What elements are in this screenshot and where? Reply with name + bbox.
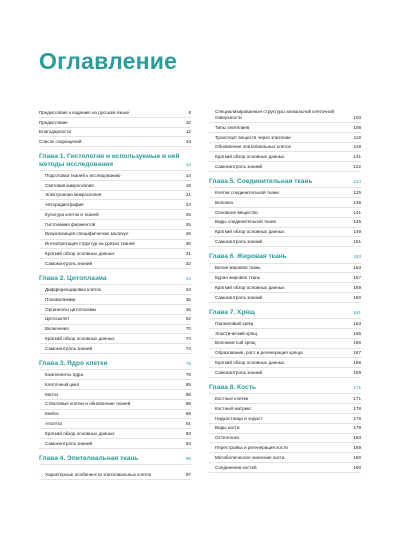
toc-entry-title: Самоконтроль знаний — [45, 260, 93, 266]
toc-entry-page: 25 — [185, 221, 191, 227]
toc-right-column — [209, 108, 361, 473]
chapter-page: 96 — [185, 455, 191, 461]
toc-entry — [39, 118, 191, 128]
toc-entry-page: 46 — [185, 306, 191, 312]
toc-entry-title: Включения — [45, 326, 69, 332]
toc-entry — [39, 390, 191, 400]
chapter-title: Глава 7. Хрящ — [209, 308, 255, 316]
chapter-title: Глава 3. Ядро клетки — [39, 359, 108, 367]
toc-entry-page: 153 — [353, 265, 361, 271]
toc-entry-title: Предисловие — [39, 119, 68, 125]
toc-entry-title: Митоз — [45, 391, 59, 397]
chapter-page: 124 — [353, 178, 361, 184]
toc-entry-page: 76 — [185, 372, 191, 378]
toc-entry-page: 32 — [185, 260, 191, 266]
toc-entry — [39, 334, 191, 344]
chapter-page: 76 — [185, 360, 191, 366]
toc-entry-page: 121 — [353, 154, 361, 160]
toc-entry — [209, 162, 361, 172]
chapter-heading — [39, 455, 191, 465]
toc-entry-page: 141 — [353, 209, 361, 215]
toc-entry-page: 122 — [353, 163, 361, 169]
toc-entry-title: Краткий обзор основных данных — [45, 251, 115, 257]
toc-entry-title: Типы эпителиев — [215, 124, 250, 130]
toc-entry-page: 125 — [353, 190, 361, 196]
toc-entry-page: 119 — [353, 144, 361, 150]
toc-entry-title: Визуализация специфических молекул — [45, 231, 129, 237]
toc-entry-page: 168 — [353, 360, 361, 366]
toc-entry-title: Цитоскелет — [45, 316, 70, 322]
chapter-title: Глава 2. Цитоплазма — [39, 274, 107, 282]
toc-entry-page: 86 — [185, 391, 191, 397]
toc-entry-page: 26 — [185, 231, 191, 237]
toc-entry — [209, 283, 361, 293]
toc-entry-title: Краткий обзор основных данных — [215, 229, 285, 235]
toc-entry — [209, 198, 361, 208]
toc-entry-title: Виды кости — [215, 425, 240, 431]
chapter-heading — [209, 253, 361, 263]
toc-entry-title: Самоконтроль знаний — [45, 440, 93, 446]
toc-entry-page: 178 — [353, 415, 361, 421]
toc-entry — [209, 228, 361, 238]
toc-entry-title: Соединения костей — [215, 464, 257, 470]
toc-entry — [39, 295, 191, 305]
toc-entry — [209, 237, 361, 247]
toc-entry-page: 171 — [353, 396, 361, 402]
toc-entry-page: 24 — [185, 202, 191, 208]
toc-entry — [209, 358, 361, 368]
toc-entry — [209, 443, 361, 453]
toc-entry-page: 151 — [353, 239, 361, 245]
toc-entry-title: Клетки соединительной ткани — [215, 190, 279, 196]
toc-entry-title: Основное вещество — [215, 209, 258, 215]
toc-entry — [209, 273, 361, 283]
toc-entry-page: 13 — [185, 139, 191, 145]
toc-entry — [39, 259, 191, 269]
toc-entry-page: 30 — [185, 241, 191, 247]
toc-entry-title: Бурая жировая ткань — [215, 275, 261, 281]
toc-entry-title: Дифференцировка клеток — [45, 287, 101, 293]
toc-entry — [209, 394, 361, 404]
chapter-heading — [39, 360, 191, 370]
chapter-page: 153 — [353, 254, 361, 260]
toc-entry — [209, 152, 361, 162]
toc-left-column — [39, 108, 191, 480]
toc-entry-page: 163 — [353, 320, 361, 326]
toc-entry-title: Виды соединительной ткани — [215, 219, 276, 225]
chapter-heading — [209, 384, 361, 394]
toc-entry-title: Авторадиография — [45, 202, 84, 208]
toc-entry-title: Самоконтроль знаний — [215, 163, 263, 169]
toc-entry-page: 160 — [353, 294, 361, 300]
toc-entry — [209, 414, 361, 424]
toc-entry — [39, 220, 191, 230]
toc-entry-title: Метаболическое значение кости — [215, 454, 285, 460]
toc-entry-page: 91 — [185, 421, 191, 427]
toc-entry — [209, 349, 361, 359]
toc-entry — [209, 143, 361, 153]
toc-entry — [209, 339, 361, 349]
toc-entry-page: 135 — [353, 199, 361, 205]
toc-entry-title: Список сокращений — [39, 139, 82, 145]
toc-entry — [209, 404, 361, 414]
toc-entry-page: 190 — [353, 464, 361, 470]
chapter-heading — [39, 275, 191, 285]
toc-entry-title: Краткий обзор основных данных — [45, 336, 115, 342]
toc-entry-page: 183 — [353, 435, 361, 441]
toc-entry-title: Самоконтроль знаний — [215, 369, 263, 375]
toc-entry — [39, 181, 191, 191]
chapter-title: Глава 8. Кость — [209, 383, 256, 391]
chapter-heading — [209, 178, 361, 188]
toc-entry-page: 35 — [185, 296, 191, 302]
toc-entry-title: Мейоз — [45, 411, 59, 417]
toc-entry — [209, 264, 361, 274]
chapter-title: Глава 4. Эпителиальная ткань — [39, 454, 139, 462]
toc-entry-page: 62 — [185, 316, 191, 322]
toc-entry-page: 149 — [353, 229, 361, 235]
toc-entry — [209, 108, 361, 123]
toc-entry-title: Самоконтроль знаний — [215, 294, 263, 300]
toc-entry — [39, 380, 191, 390]
toc-entry-page: 8 — [188, 109, 191, 115]
toc-entry-title: Стволовые клетки и обновление тканей — [45, 401, 131, 407]
toc-entry-page: 190 — [353, 454, 361, 460]
toc-entry-page: 10 — [185, 119, 191, 125]
toc-entry — [39, 305, 191, 315]
toc-entry-page: 189 — [353, 445, 361, 451]
toc-entry-title: Краткий обзор основных данных — [215, 284, 285, 290]
toc-entry — [39, 230, 191, 240]
toc-entry-title: Электронная микроскопия — [45, 192, 102, 198]
toc-entry-page: 18 — [185, 182, 191, 188]
toc-entry — [209, 329, 361, 339]
toc-entry — [39, 400, 191, 410]
toc-entry — [39, 249, 191, 259]
toc-entry — [209, 123, 361, 133]
toc-entry — [39, 137, 191, 147]
toc-entry-title: Органеллы цитоплазмы — [45, 306, 97, 312]
chapter-page: 171 — [353, 384, 361, 390]
toc-entry-page: 74 — [185, 345, 191, 351]
toc-entry-page: 21 — [185, 192, 191, 198]
toc-entry — [39, 240, 191, 250]
toc-entry-page: 103 — [353, 114, 361, 120]
toc-entry — [39, 344, 191, 354]
toc-entry-page: 14 — [185, 172, 191, 178]
toc-entry-title: Волокнистый хрящ — [215, 340, 256, 346]
toc-entry-title: Специализированные структуры апикальной клеточной поверхности — [215, 109, 335, 120]
toc-entry-title: Световая микроскопия — [45, 182, 94, 188]
toc-entry-title: Самоконтроль знаний — [45, 345, 93, 351]
toc-entry — [39, 370, 191, 380]
toc-entry-title: Подготовка тканей к исследованию — [45, 172, 121, 178]
chapter-heading — [209, 309, 361, 319]
chapter-title: Глава 6. Жировая ткань — [209, 253, 287, 261]
toc-entry — [39, 325, 191, 335]
toc-entry-title: Апоптоз — [45, 421, 63, 427]
toc-entry — [39, 128, 191, 138]
toc-entry — [39, 315, 191, 325]
toc-entry — [39, 171, 191, 181]
toc-entry-page: 169 — [353, 369, 361, 375]
toc-entry-page: 85 — [185, 381, 191, 387]
toc-entry-page: 159 — [353, 284, 361, 290]
toc-entry — [209, 319, 361, 329]
toc-entry — [209, 293, 361, 303]
toc-entry-title: Остеогенез — [215, 435, 240, 441]
toc-entry — [39, 465, 191, 480]
toc-entry — [39, 200, 191, 210]
toc-entry — [209, 218, 361, 228]
toc-entry-title: Гистохимия ферментов — [45, 221, 96, 227]
toc-entry-title: Образование, рост и регенерация хряща — [215, 350, 303, 356]
toc-entry-title: Белая жировая ткань — [215, 265, 261, 271]
toc-entry-page: 70 — [185, 326, 191, 332]
toc-entry-page: 31 — [185, 251, 191, 257]
toc-entry-page: 166 — [353, 340, 361, 346]
toc-entry-page: 97 — [185, 472, 191, 478]
toc-entry-title: Предисловие к изданию на русском языке — [39, 109, 130, 115]
toc-entry-title: Клеточный цикл — [45, 381, 80, 387]
page-title: Оглавление — [39, 48, 178, 74]
toc-entry-title: Надкостница и эндост — [215, 415, 263, 421]
toc-entry-title: Краткий обзор основных данных — [215, 154, 285, 160]
toc-entry — [39, 191, 191, 201]
toc-entry — [39, 439, 191, 449]
chapter-page: 14 — [185, 161, 191, 167]
toc-entry-title: Костный матрикс — [215, 405, 252, 411]
toc-entry — [39, 419, 191, 429]
toc-entry-page: 178 — [353, 425, 361, 431]
toc-entry-title: Перестройка и регенерация кости — [215, 445, 288, 451]
toc-entry-page: 89 — [185, 401, 191, 407]
toc-entry-page: 73 — [185, 336, 191, 342]
toc-entry-title: Краткий обзор основных данных — [45, 430, 115, 436]
toc-entry-title: Компоненты ядра — [45, 372, 84, 378]
toc-entry — [39, 210, 191, 220]
toc-entry — [209, 368, 361, 378]
chapter-heading — [39, 153, 191, 171]
toc-entry — [39, 285, 191, 295]
toc-entry-title: Культура клеток и тканей — [45, 211, 99, 217]
toc-entry — [209, 208, 361, 218]
toc-entry — [39, 410, 191, 420]
toc-entry-page: 93 — [185, 430, 191, 436]
toc-entry-page: 89 — [185, 411, 191, 417]
toc-entry — [209, 424, 361, 434]
toc-entry — [39, 429, 191, 439]
toc-entry-page: 34 — [185, 287, 191, 293]
chapter-title: Глава 1. Гистология и используемые в ней методы исследования — [39, 153, 180, 168]
toc-entry-title: Костные клетки — [215, 396, 249, 402]
toc-entry-page: 25 — [185, 211, 191, 217]
toc-entry-title: Обновление эпителиальных клеток — [215, 144, 291, 150]
toc-entry-page: 12 — [185, 129, 191, 135]
toc-entry-page: 108 — [353, 124, 361, 130]
toc-entry-title: Самоконтроль знаний — [215, 239, 263, 245]
chapter-page: 161 — [353, 309, 361, 315]
toc-entry — [209, 463, 361, 473]
toc-entry-page: 145 — [353, 219, 361, 225]
toc-entry-title: Волокна — [215, 199, 233, 205]
toc-entry-title: Гиалиновый хрящ — [215, 320, 254, 326]
chapter-page: 34 — [185, 275, 191, 281]
chapter-title: Глава 5. Соединительная ткань — [209, 177, 313, 185]
toc-entry — [209, 434, 361, 444]
toc-entry-page: 165 — [353, 330, 361, 336]
toc-entry-page: 157 — [353, 275, 361, 281]
toc-entry-title: Краткий обзор основных данных — [215, 360, 285, 366]
toc-entry-title: Благодарности — [39, 129, 72, 135]
toc-entry-title: Плазмолемма — [45, 296, 76, 302]
toc-entry — [209, 133, 361, 143]
toc-entry — [39, 108, 191, 118]
toc-entry-page: 118 — [353, 134, 361, 140]
toc-entry-title: Интерпретация структур на срезах тканей — [45, 241, 135, 247]
toc-entry — [209, 453, 361, 463]
toc-entry-title: Характерные особенности эпителиальных клеток — [45, 472, 151, 478]
toc-entry-page: 94 — [185, 440, 191, 446]
toc-entry-title: Эластический хрящ — [215, 330, 258, 336]
toc-entry-page: 167 — [353, 350, 361, 356]
toc-entry — [209, 188, 361, 198]
toc-entry-title: Транспорт веществ через эпителии — [215, 134, 291, 140]
toc-entry-page: 178 — [353, 405, 361, 411]
